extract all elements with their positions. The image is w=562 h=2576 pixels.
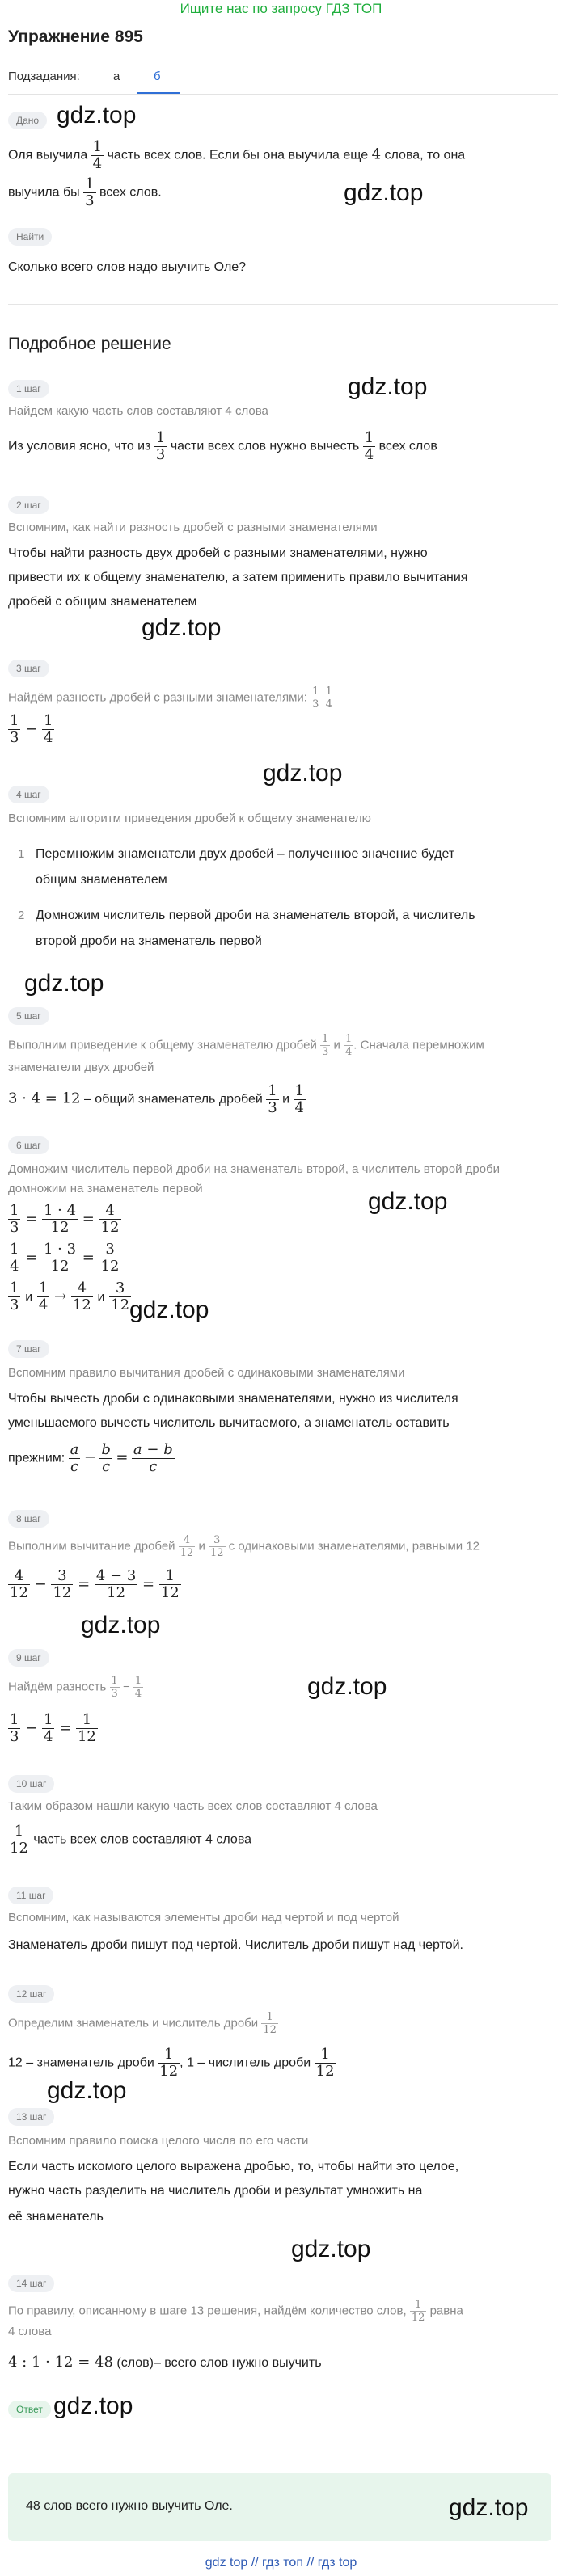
step-6-hint-1: Домножим числитель первой дроби на знаменатель второй, а числитель второй дроби	[8, 1162, 501, 1176]
find-text: Сколько всего слов надо выучить Оле?	[8, 260, 247, 274]
watermark: gdz.top	[449, 2494, 529, 2521]
list-item-line-2: общим знаменателем	[36, 873, 167, 887]
step-2-badge: 2 шаг	[8, 496, 49, 514]
answer-badge: Ответ	[8, 2401, 51, 2418]
watermark: gdz.top	[53, 2393, 133, 2419]
watermark: gdz.top	[81, 1612, 161, 1638]
step-9-equation: $\frac{1}{3}$ − $\frac{1}{4}$ = $\frac{1}{12}$	[10, 1711, 96, 1745]
step-4-hint: Вспомним алгоритм приведения дробей к общему знаменателю	[8, 812, 371, 825]
step-9-badge: 9 шаг	[8, 1649, 49, 1667]
step-7-line-2: уменьшаемого вычесть числитель вычитаемого, а знаменатель оставить	[8, 1416, 450, 1430]
step-13-line-1: Если часть искомого целого выражена дробью, то, чтобы найти это целое,	[8, 2160, 459, 2173]
list-item-line-2: второй дроби на знаменатель первой	[36, 934, 262, 948]
step-2-line-3: дробей с общим знаменателем	[8, 595, 197, 609]
step-3-hint: Найдём разность дробей с разными знаменателями: $\frac{1}{3}$ $\frac{1}{4}$	[8, 685, 332, 710]
tab-b[interactable]: б	[154, 70, 161, 83]
footer-links[interactable]: gdz top // гдз топ // гдз top	[205, 2556, 357, 2570]
watermark: gdz.top	[263, 760, 343, 786]
step-6-eq-1: $\frac{1}{3}$ = $\frac{1 \cdot 4}{12}$ = $\frac{4}{12}$	[10, 1202, 120, 1236]
subtasks-label: Подзадания:	[8, 70, 80, 83]
watermark: gdz.top	[24, 970, 104, 997]
step-6-eq-2: $\frac{1}{4}$ = $\frac{1 \cdot 3}{12}$ = $\frac{3}{12}$	[10, 1241, 120, 1275]
step-13-badge: 13 шаг	[8, 2108, 54, 2126]
step-11-text: Знаменатель дроби пишут под чертой. Числитель дроби пишут над чертой.	[8, 1938, 463, 1952]
step-2-line-2: привести их к общему знаменателю, а затем применить правило вычитания	[8, 571, 468, 584]
list-item-number: 2	[18, 909, 25, 922]
solution-title: Подробное решение	[8, 335, 171, 353]
step-12-hint: Определим знаменатель и числитель дроби $\frac{1}{12}$	[8, 2011, 277, 2036]
watermark: gdz.top	[348, 373, 428, 400]
step-7-line-3: прежним: $\frac{a}{c}$ − $\frac{b}{c}$ = $\frac{a - b}{c}$	[8, 1441, 173, 1475]
step-6-hint-2: домножим на знаменатель первой	[8, 1182, 203, 1195]
step-1-text: Из условия ясно, что из $\frac{1}{3}$ части всех слов нужно вычесть $\frac{1}{4}$ всех слов	[8, 429, 437, 463]
step-7-hint: Вспомним правило вычитания дробей с одинаковыми знаменателями	[8, 1366, 405, 1380]
step-1-badge: 1 шаг	[8, 380, 49, 398]
step-6-badge: 6 шаг	[8, 1136, 49, 1154]
step-9-hint: Найдём разность $\frac{1}{3}$ − $\frac{1}{4}$	[8, 1675, 142, 1700]
step-1-hint: Найдем какую часть слов составляют 4 слова	[8, 404, 268, 418]
step-11-badge: 11 шаг	[8, 1887, 53, 1904]
page-title: Упражнение 895	[8, 27, 143, 46]
watermark: gdz.top	[57, 102, 137, 129]
step-10-hint: Таким образом нашли какую часть всех слов составляют 4 слова	[8, 1799, 378, 1813]
step-14-equation: 4 : 1 · 12 = 48 (слов)– всего слов нужно выучить	[8, 2354, 322, 2371]
step-3-expression: $\frac{1}{3}$ − $\frac{1}{4}$	[10, 712, 53, 746]
step-8-equation: $\frac{4}{12}$ − $\frac{3}{12}$ = $\frac{4 - 3}{12}$ = $\frac{1}{12}$	[10, 1567, 180, 1601]
step-3-badge: 3 шаг	[8, 660, 49, 677]
given-badge: Дано	[8, 112, 47, 129]
watermark: gdz.top	[129, 1296, 209, 1323]
step-13-line-2: нужно часть разделить на числитель дроби и результат умножить на	[8, 2184, 423, 2198]
step-5-equation: 3 · 4 = 12 – общий знаменатель дробей $\frac{1}{3}$ и $\frac{1}{4}$	[8, 1082, 304, 1116]
list-item-number: 1	[18, 847, 25, 861]
step-2-line-1: Чтобы найти разность двух дробей с разными знаменателями, нужно	[8, 546, 428, 560]
step-11-hint: Вспомним, как называются элементы дроби над чертой и под чертой	[8, 1911, 399, 1925]
step-7-line-1: Чтобы вычесть дроби с одинаковыми знаменателями, нужно из числителя	[8, 1392, 458, 1406]
step-10-badge: 10 шаг	[8, 1775, 54, 1793]
given-line-1: Оля выучила $\frac{1}{4}$ часть всех слов. Если бы она выучила еще 4 слова, то она	[8, 138, 466, 172]
step-13-hint: Вспомним правило поиска целого числа по его части	[8, 2134, 309, 2148]
given-line-2: выучила бы $\frac{1}{3}$ всех слов.	[8, 175, 162, 209]
step-5-hint-2: знаменатели двух дробей	[8, 1060, 154, 1074]
answer-text: 48 слов всего нужно выучить Оле.	[26, 2499, 233, 2513]
step-14-badge: 14 шаг	[8, 2275, 54, 2292]
watermark: gdz.top	[344, 179, 424, 206]
step-12-text: 12 – знаменатель дроби $\frac{1}{12}$ , 1 – числитель дроби $\frac{1}{12}$	[8, 2046, 335, 2080]
watermark: gdz.top	[291, 2236, 371, 2262]
list-item-line-1: Домножим числитель первой дроби на знаменатель второй, а числитель	[36, 909, 475, 922]
step-6-eq-3: $\frac{1}{3}$ и $\frac{1}{4}$ → $\frac{4}{12}$ и $\frac{3}{12}$	[10, 1280, 130, 1313]
step-5-hint: Выполним приведение к общему знаменателю дробей $\frac{1}{3}$ и $\frac{1}{4}$ . Сначала перемножим	[8, 1033, 484, 1058]
step-13-line-3: её знаменатель	[8, 2210, 104, 2224]
step-8-hint: Выполним вычитание дробей $\frac{4}{12}$ и $\frac{3}{12}$ с одинаковыми знаменателями, равными 12	[8, 1534, 480, 1559]
step-2-hint: Вспомним, как найти разность дробей с разными знаменателями	[8, 521, 378, 534]
step-14-hint-2: 4 слова	[8, 2325, 52, 2338]
watermark: gdz.top	[368, 1188, 448, 1215]
divider	[8, 304, 558, 305]
step-10-text: $\frac{1}{12}$ часть всех слов составляют 4 слова	[10, 1823, 252, 1857]
watermark: gdz.top	[307, 1673, 387, 1700]
step-14-hint: По правилу, описанному в шаге 13 решения, найдём количество слов, $\frac{1}{12}$ равна	[8, 2299, 463, 2324]
step-4-badge: 4 шаг	[8, 786, 49, 803]
step-5-badge: 5 шаг	[8, 1007, 49, 1025]
step-8-badge: 8 шаг	[8, 1510, 49, 1528]
watermark: gdz.top	[142, 614, 222, 641]
tab-a[interactable]: а	[113, 70, 120, 83]
top-banner[interactable]: Ищите нас по запросу ГДЗ ТОП	[180, 1, 382, 16]
step-7-badge: 7 шаг	[8, 1340, 49, 1358]
list-item-line-1: Перемножим знаменатели двух дробей – полученное значение будет	[36, 847, 455, 861]
watermark: gdz.top	[47, 2077, 127, 2104]
step-12-badge: 12 шаг	[8, 1985, 54, 2003]
find-badge: Найти	[8, 228, 52, 246]
tabs-divider	[8, 94, 558, 95]
